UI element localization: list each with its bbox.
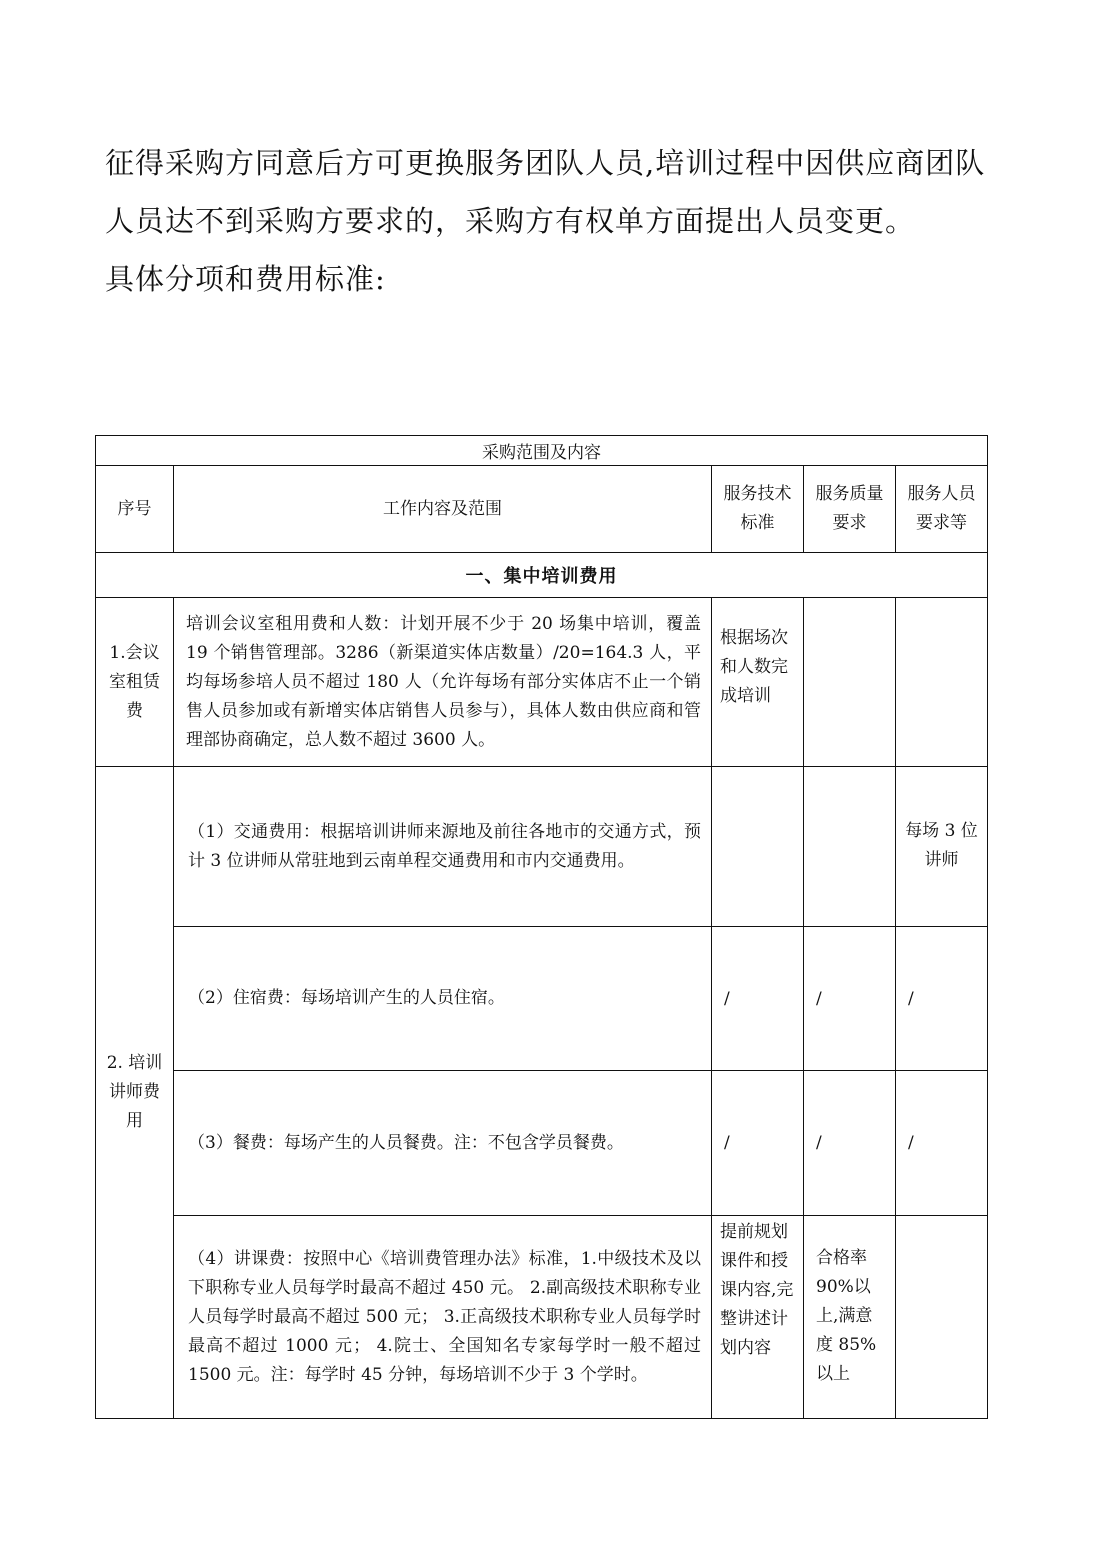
row2b-content: （2）住宿费：每场培训产生的人员住宿。 (174, 927, 712, 1071)
row2a-content: （1）交通费用：根据培训讲师来源地及前往各地市的交通方式，预计 3 位讲师从常驻地到云南单程交通费用和市内交通费用。 (174, 767, 712, 927)
header-quality: 服务质量要求 (804, 466, 896, 553)
row2d-tech: 提前规划课件和授课内容,完整讲述计划内容 (712, 1216, 804, 1419)
row2d-staff (896, 1216, 988, 1419)
row1-content: 培训会议室租用费和人数：计划开展不少于 20 场集中培训，覆盖 19 个销售管理部。3286（新渠道实体店数量）/20=164.3 人，平均每场参培人员不超过 180 人（允许每场有部分实体店不止一个销售人员参加或有新增实体店销售人员参与），具体人数由供应商和管理部协商确定，总人数不超过 3600 人。 (174, 598, 712, 767)
section-title: 一、集中培训费用 (96, 553, 988, 598)
header-tech: 服务技术标准 (712, 466, 804, 553)
row2c-quality: / (804, 1071, 896, 1216)
header-staff: 服务人员要求等 (896, 466, 988, 553)
paragraph-2: 具体分项和费用标准: (105, 262, 386, 296)
paragraph-1: 征得采购方同意后方可更换服务团队人员,培训过程中因供应商团队人员达不到采购方要求的，采购方有权单方面提出人员变更。 (105, 146, 986, 238)
header-seq: 序号 (96, 466, 174, 553)
row2c-tech: / (712, 1071, 804, 1216)
table-caption: 采购范围及内容 (96, 436, 988, 466)
row2b-quality: / (804, 927, 896, 1071)
row2a-tech (712, 767, 804, 927)
row2-seq: 2. 培训讲师费用 (96, 767, 174, 1419)
row2c-staff: / (896, 1071, 988, 1216)
procurement-table (95, 435, 988, 1419)
row2d-quality: 合格率 90%以上,满意度 85%以上 (804, 1216, 896, 1419)
header-content: 工作内容及范围 (174, 466, 712, 553)
row2b-staff: / (896, 927, 988, 1071)
row2b-tech: / (712, 927, 804, 1071)
row2a-staff: 每场 3 位讲师 (896, 767, 988, 927)
row1-staff (896, 598, 988, 767)
row1-quality (804, 598, 896, 767)
row2d-content: （4）讲课费：按照中心《培训费管理办法》标准，1.中级技术及以下职称专业人员每学时最高不超过 450 元。 2.副高级技术职称专业人员每学时最高不超过 500 元； 3.正高级技术职称专业人员每学时最高不超过 1000 元； 4.院士、全国知名专家每学时一般不超过 1500 元。注：每学时 45 分钟，每场培训不少于 3 个学时。 (174, 1216, 712, 1419)
row1-seq: 1.会议室租赁费 (96, 598, 174, 767)
row2c-content: （3）餐费：每场产生的人员餐费。注：不包含学员餐费。 (174, 1071, 712, 1216)
row1-tech: 根据场次和人数完成培训 (712, 598, 804, 767)
row2a-quality (804, 767, 896, 927)
